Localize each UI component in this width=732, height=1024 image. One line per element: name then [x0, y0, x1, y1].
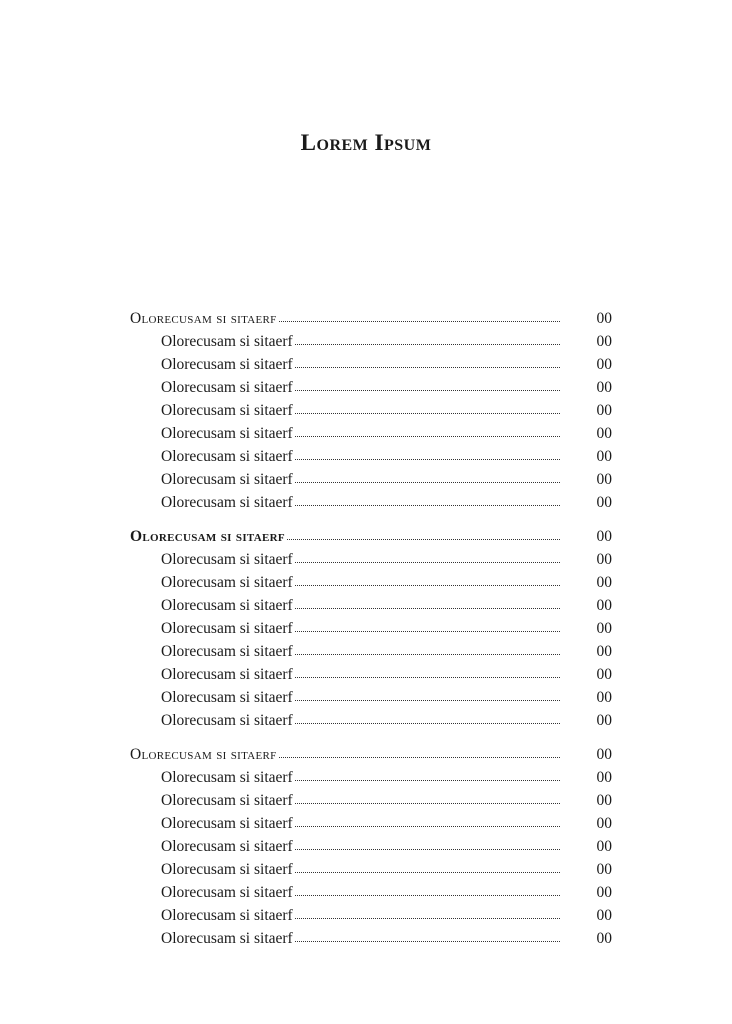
toc-entry-label: Olorecusam si sitaerf: [161, 884, 293, 901]
dot-leader: [295, 459, 560, 460]
toc-entry-label: Olorecusam si sitaerf: [161, 861, 293, 878]
toc-entry-lead: [161, 597, 564, 615]
toc-entry-lead: [161, 425, 564, 443]
toc-entry-page-number: 00: [596, 689, 612, 706]
toc-entry-lead: [130, 310, 564, 328]
toc-entry-page-number: 00: [596, 597, 612, 614]
dot-leader: [295, 826, 560, 827]
toc-item[interactable]: [130, 574, 612, 597]
toc-entry-page-number: 00: [596, 551, 612, 568]
toc-item[interactable]: [130, 907, 612, 930]
toc-entry-page-number: 00: [596, 333, 612, 350]
toc-entry-label: Olorecusam si sitaerf: [161, 471, 293, 488]
toc-entry-page-number: 00: [596, 574, 612, 591]
toc-entry-page-number: 00: [596, 425, 612, 442]
toc-entry-page-number: 00: [596, 884, 612, 901]
toc-entry-lead: [161, 333, 564, 351]
toc-entry-lead: [161, 574, 564, 592]
dot-leader: [295, 918, 560, 919]
toc-item[interactable]: [130, 792, 612, 815]
toc-entry-label: Olorecusam si sitaerf: [161, 838, 293, 855]
toc-section-heading[interactable]: [130, 528, 612, 551]
toc-item[interactable]: [130, 769, 612, 792]
dot-leader: [295, 436, 560, 437]
dot-leader: [295, 654, 560, 655]
dot-leader: [295, 631, 560, 632]
toc-entry-lead: [161, 402, 564, 420]
toc-section-heading[interactable]: [130, 746, 612, 769]
toc-item[interactable]: [130, 712, 612, 735]
toc-entry-lead: [161, 930, 564, 948]
dot-leader: [295, 413, 560, 414]
toc-section: [130, 746, 612, 953]
toc-entry-page-number: 00: [596, 838, 612, 855]
toc-entry-label: Olorecusam si sitaerf: [161, 666, 293, 683]
toc-entry-lead: [161, 620, 564, 638]
toc-entry-page-number: 00: [596, 861, 612, 878]
toc-entry-lead: [161, 471, 564, 489]
toc-entry-lead: [161, 792, 564, 810]
toc-entry-label: Olorecusam si sitaerf: [161, 333, 293, 350]
toc-entry-label: Olorecusam si sitaerf: [161, 769, 293, 786]
toc-item[interactable]: [130, 356, 612, 379]
toc-entry-label: Olorecusam si sitaerf: [161, 930, 293, 947]
toc-item[interactable]: [130, 643, 612, 666]
dot-leader: [295, 344, 560, 345]
toc-entry-lead: [130, 528, 564, 546]
toc-entry-lead: [161, 712, 564, 730]
toc-entry-label: Olorecusam si sitaerf: [161, 712, 293, 729]
toc-item[interactable]: [130, 815, 612, 838]
toc-entry-label: Olorecusam si sitaerf: [161, 402, 293, 419]
toc-entry-page-number: 00: [596, 356, 612, 373]
toc-entry-label: Olorecusam si sitaerf: [161, 494, 293, 511]
dot-leader: [295, 562, 560, 563]
dot-leader: [295, 849, 560, 850]
toc-entry-page-number: 00: [596, 769, 612, 786]
toc-item[interactable]: [130, 494, 612, 517]
toc-entry-lead: [161, 551, 564, 569]
toc-item[interactable]: [130, 620, 612, 643]
toc-entry-lead: [161, 666, 564, 684]
toc-item[interactable]: [130, 448, 612, 471]
toc-entry-page-number: 00: [596, 792, 612, 809]
toc-entry-label: Olorecusam si sitaerf: [161, 356, 293, 373]
toc-entry-label: Olorecusam si sitaerf: [161, 815, 293, 832]
toc-item[interactable]: [130, 333, 612, 356]
toc-entry-page-number: 00: [596, 528, 612, 545]
dot-leader: [295, 608, 560, 609]
toc-item[interactable]: [130, 597, 612, 620]
dot-leader: [295, 585, 560, 586]
dot-leader: [295, 367, 560, 368]
toc-entry-page-number: 00: [596, 620, 612, 637]
toc-entry-label: Olorecusam si sitaerf: [161, 643, 293, 660]
dot-leader: [295, 390, 560, 391]
toc-entry-lead: [161, 356, 564, 374]
toc-entry-lead: [130, 746, 564, 764]
toc-entry-page-number: 00: [596, 666, 612, 683]
toc-item[interactable]: [130, 425, 612, 448]
dot-leader: [295, 700, 560, 701]
toc-entry-lead: [161, 448, 564, 466]
toc-entry-label: Olorecusam si sitaerf: [161, 379, 293, 396]
dot-leader: [279, 757, 560, 758]
toc-section-heading[interactable]: [130, 310, 612, 333]
dot-leader: [295, 780, 560, 781]
toc-entry-page-number: 00: [596, 310, 612, 327]
toc-entry-label: Olorecusam si sitaerf: [161, 620, 293, 637]
toc-entry-label: Olorecusam si sitaerf: [130, 528, 285, 545]
dot-leader: [279, 321, 560, 322]
toc-item[interactable]: [130, 471, 612, 494]
dot-leader: [295, 895, 560, 896]
dot-leader: [295, 941, 560, 942]
toc-entry-label: Olorecusam si sitaerf: [161, 907, 293, 924]
toc-item[interactable]: [130, 689, 612, 712]
toc-entry-lead: [161, 815, 564, 833]
toc-entry-page-number: 00: [596, 471, 612, 488]
dot-leader: [287, 539, 560, 540]
toc-item[interactable]: [130, 861, 612, 884]
toc-item[interactable]: [130, 884, 612, 907]
toc-entry-label: Olorecusam si sitaerf: [130, 310, 277, 327]
dot-leader: [295, 723, 560, 724]
toc-entry-page-number: 00: [596, 494, 612, 511]
toc-item[interactable]: [130, 838, 612, 861]
toc-entry-label: Olorecusam si sitaerf: [161, 792, 293, 809]
toc-entry-page-number: 00: [596, 643, 612, 660]
toc-section: [130, 310, 612, 517]
toc-entry-label: Olorecusam si sitaerf: [161, 597, 293, 614]
toc-item[interactable]: [130, 666, 612, 689]
table-of-contents: [130, 310, 612, 964]
dot-leader: [295, 872, 560, 873]
toc-entry-page-number: 00: [596, 448, 612, 465]
toc-item[interactable]: [130, 379, 612, 402]
toc-entry-label: Olorecusam si sitaerf: [161, 689, 293, 706]
toc-item[interactable]: [130, 930, 612, 953]
toc-item[interactable]: [130, 402, 612, 425]
toc-entry-label: Olorecusam si sitaerf: [161, 574, 293, 591]
page-title: Lorem Ipsum: [300, 130, 432, 155]
toc-entry-page-number: 00: [596, 907, 612, 924]
toc-entry-lead: [161, 769, 564, 787]
toc-entry-page-number: 00: [596, 746, 612, 763]
toc-item[interactable]: [130, 551, 612, 574]
toc-entry-page-number: 00: [596, 402, 612, 419]
toc-entry-lead: [161, 643, 564, 661]
toc-entry-lead: [161, 884, 564, 902]
dot-leader: [295, 505, 560, 506]
toc-entry-label: Olorecusam si sitaerf: [161, 448, 293, 465]
toc-entry-lead: [161, 907, 564, 925]
dot-leader: [295, 803, 560, 804]
dot-leader: [295, 482, 560, 483]
toc-entry-lead: [161, 838, 564, 856]
toc-entry-lead: [161, 494, 564, 512]
toc-entry-page-number: 00: [596, 379, 612, 396]
toc-entry-lead: [161, 379, 564, 397]
toc-entry-page-number: 00: [596, 815, 612, 832]
toc-entry-lead: [161, 689, 564, 707]
toc-entry-page-number: 00: [596, 712, 612, 729]
toc-entry-lead: [161, 861, 564, 879]
toc-entry-page-number: 00: [596, 930, 612, 947]
toc-entry-label: Olorecusam si sitaerf: [161, 551, 293, 568]
toc-section: [130, 528, 612, 735]
toc-entry-label: Olorecusam si sitaerf: [161, 425, 293, 442]
dot-leader: [295, 677, 560, 678]
toc-entry-label: Olorecusam si sitaerf: [130, 746, 277, 763]
